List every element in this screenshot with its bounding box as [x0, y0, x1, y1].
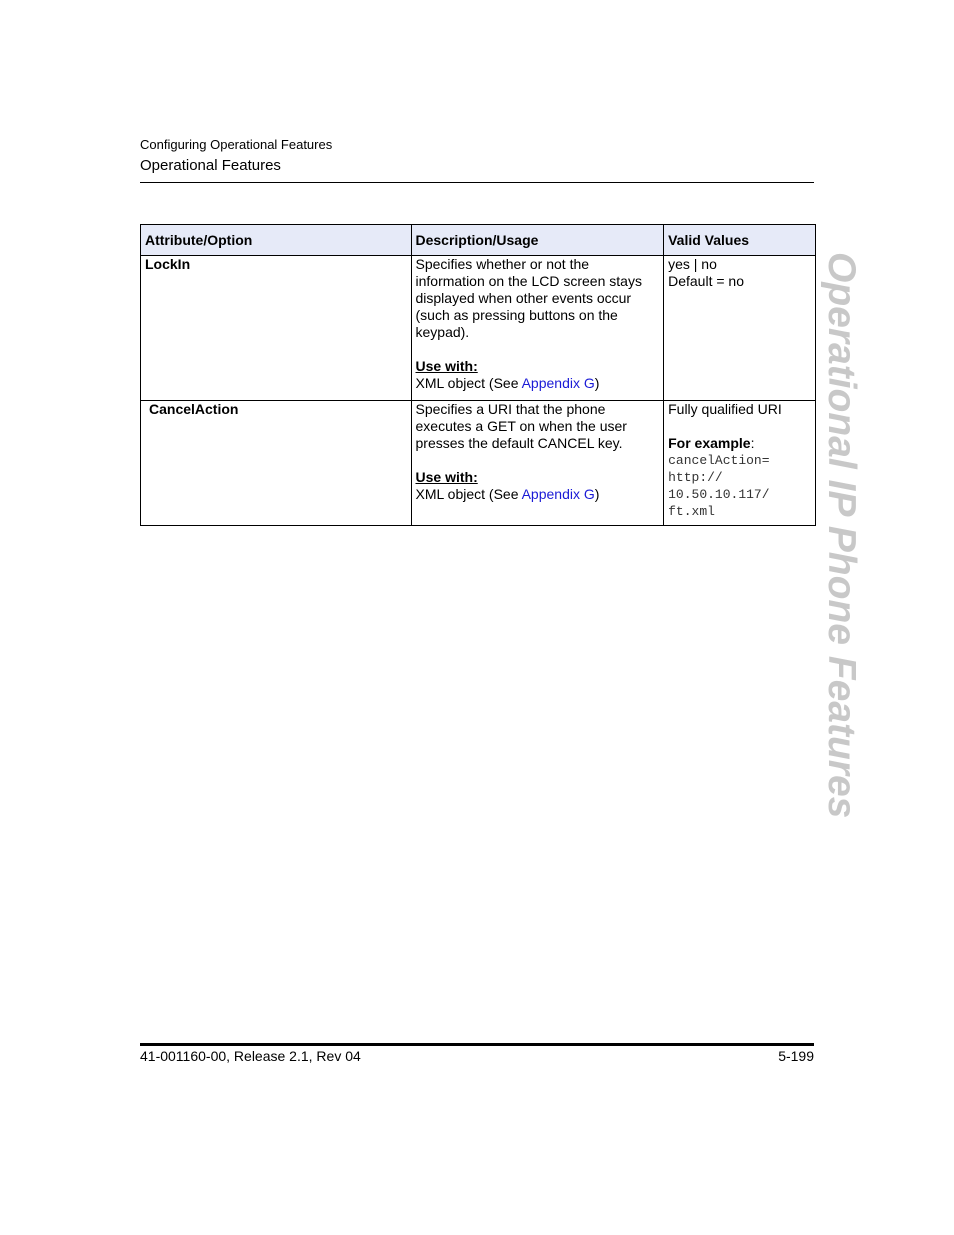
column-header-values: Valid Values [664, 225, 816, 256]
example-code-line: ft.xml [668, 504, 715, 519]
value-line: yes | no [668, 256, 717, 272]
description-line: Specifies a URI that the phone [415, 401, 606, 417]
use-with-label: Use with: [415, 358, 478, 374]
use-with-suffix: ) [594, 375, 600, 391]
description-line: information on the LCD screen stays [415, 273, 642, 289]
use-with-suffix: ) [594, 486, 600, 502]
example-heading [668, 435, 811, 452]
table-row [141, 401, 816, 526]
example-label: For example [668, 435, 751, 451]
running-header-chapter: Configuring Operational Features [140, 137, 333, 152]
attribute-table [140, 224, 816, 526]
appendix-g-link[interactable]: Appendix G [521, 375, 595, 391]
side-chapter-title-text: Operational IP Phone Features [820, 252, 863, 819]
use-with-text [416, 375, 660, 392]
footer-divider [140, 1043, 814, 1046]
description-line: (such as pressing buttons on the [415, 307, 618, 323]
column-header-attribute: Attribute/Option [141, 225, 412, 256]
example-code-line: cancelAction= [668, 453, 770, 468]
value-line: Default = no [668, 273, 744, 289]
values-cell [664, 401, 816, 526]
running-header-section: Operational Features [140, 157, 281, 174]
use-with-prefix: XML object (See [415, 486, 522, 502]
use-with-label: Use with: [415, 469, 478, 485]
footer-doc-id: 41-001160-00, Release 2.1, Rev 04 [140, 1048, 361, 1064]
example-code-line: 10.50.10.117/ [668, 487, 770, 502]
description-line: keypad). [415, 324, 470, 340]
attribute-name: CancelAction [141, 401, 412, 526]
header-divider [140, 182, 814, 183]
column-header-description: Description/Usage [411, 225, 664, 256]
value-line: Fully qualified URI [668, 401, 782, 417]
use-with-text [416, 486, 660, 503]
description-line: displayed when other events occur [415, 290, 632, 306]
table-row [141, 256, 816, 401]
description-cell [411, 401, 664, 526]
table-header-row [141, 225, 816, 256]
footer-page-number: 5-199 [778, 1048, 814, 1064]
example-colon: : [750, 435, 755, 451]
description-line: presses the default CANCEL key. [415, 435, 623, 451]
description-cell [411, 256, 664, 401]
values-cell [664, 256, 816, 401]
side-chapter-title [820, 252, 866, 819]
appendix-g-link[interactable]: Appendix G [521, 486, 595, 502]
attribute-name: LockIn [141, 256, 412, 401]
description-line: executes a GET on when the user [415, 418, 627, 434]
example-code-line: http:// [668, 470, 723, 485]
use-with-prefix: XML object (See [415, 375, 522, 391]
description-line: Specifies whether or not the [415, 256, 590, 272]
